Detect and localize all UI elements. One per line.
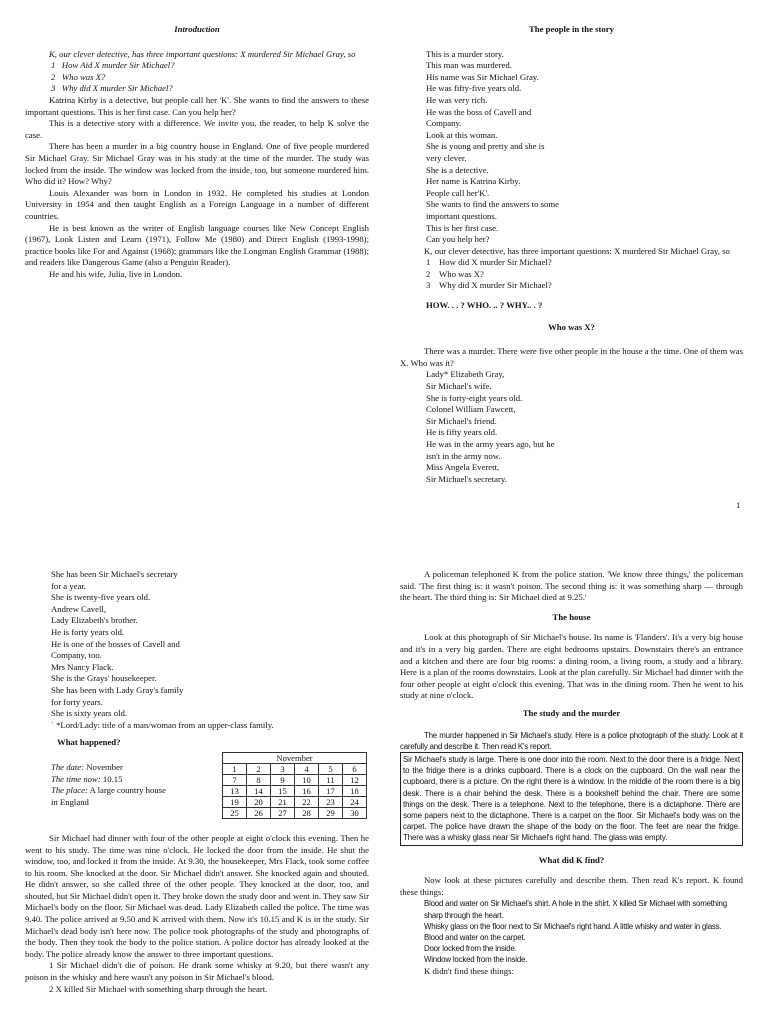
calendar-day: 27 [271, 807, 295, 818]
suspect-line: for forty years. [51, 696, 103, 707]
question-item: 1 How did X murder Sir Michael? [426, 257, 552, 268]
calendar-day: 26 [247, 807, 271, 818]
calendar-day: 25 [223, 807, 247, 818]
suspect-line: Andrew Cavell, [51, 603, 107, 614]
people-k-line: K, our clever detective, has three important questions: X murdered Sir Michael Gray, so [424, 245, 730, 256]
calendar-day: 21 [271, 796, 295, 807]
author-home: He and his wife, Julia, live in London. [49, 268, 183, 279]
place-line-2: in England [51, 796, 89, 807]
calendar-day: 22 [295, 796, 319, 807]
people-line: People call her'K'. [426, 187, 490, 198]
people-line: His name was Sir Michael Gray. [426, 71, 539, 82]
found-item: Blood and water on Sir Michael's shirt. A hole in the shirt. X killed Sir Michael with something sharp through the heart. [424, 899, 727, 920]
place-line: The place: A large country house [51, 785, 166, 796]
suspect-line: Miss Angela Everett, [426, 462, 500, 473]
calendar-day: 16 [295, 785, 319, 796]
suspect-line: He is fifty years old. [426, 427, 498, 438]
intro-paragraph: Katrina Kirby is a detective, but people call her 'K'. She wants to find the answers to these important questions. This is her first case. Can you help her? [25, 94, 369, 117]
suspect-line: He was in the army years ago, but he [426, 439, 555, 449]
question-item: 3 Why did X murder Sir Michael? [426, 280, 552, 291]
people-line: very clever. [426, 152, 467, 163]
calendar-day: 12 [343, 774, 367, 785]
calendar-day: 23 [319, 796, 343, 807]
intro-questions [25, 60, 369, 95]
suspect-line: He is one of the bosses of Cavell and [51, 638, 180, 649]
introduction-title: Introduction [174, 24, 220, 34]
people-line: important questions. [426, 210, 497, 221]
author-bio: Louis Alexander was born in London in 1932. He completed his studies at London University in 1954 and then taught English as a Foreign Language in a number of different countries. [25, 187, 369, 221]
introduction-section [25, 24, 369, 280]
policeman-paragraph: A policeman telephoned K from the police station. 'We know three things,' the policeman said. 'The first thing is: it wasn't poison. The second thing is: it was something sharp — through the heart. The third thing is: Sir Michael died at 9.25.' [400, 569, 743, 603]
people-line: She is young and pretty and she is [426, 141, 545, 152]
suspect-line: She is forty-eight years old. [426, 392, 523, 403]
suspect-line: Company, too. [51, 650, 102, 661]
calendar-day: 2 [247, 763, 271, 774]
calendar-day: 11 [319, 774, 343, 785]
calendar-day: 17 [319, 785, 343, 796]
people-questions [400, 257, 743, 292]
time-line: The time now: 10.15 [51, 773, 123, 784]
suspect-line: He is forty years old. [51, 626, 125, 637]
intro-paragraph: There has been a murder in a big country house in England. One of five people murdered Sir Michael Gray. Sir Michael Gray was in his study at the time of the murder. The study was locked from the inside. The window was locked from the inside, too, but someone murdered him. Who did it? How? Why? [25, 141, 369, 187]
suspect-line: She is twenty-five years old. [51, 592, 151, 603]
suspect-line: for a year. [51, 580, 86, 591]
suspect-line: Sir Michael's secretary. [426, 473, 507, 484]
people-line: Company. [426, 118, 462, 129]
question-item: 2 Who was X? [51, 71, 106, 82]
calendar-day: 20 [247, 796, 271, 807]
suspect-line: Lady Elizabeth's brother. [51, 615, 138, 626]
find-items [400, 898, 743, 965]
date-line: The date: November [51, 761, 123, 772]
calendar-day: 9 [271, 774, 295, 785]
what-happened-title: What happened? [57, 737, 121, 748]
calendar-day: 18 [343, 785, 367, 796]
suspect-line: She has been Sir Michael's secretary [51, 569, 178, 579]
people-line: She wants to find the answers to some [426, 199, 559, 210]
people-line: Look at this woman. [426, 129, 498, 140]
find-title: What did K find? [538, 854, 605, 865]
people-line: He was the boss of Cavell and [426, 106, 532, 117]
suspect-line: Mrs Nancy Flack. [51, 661, 114, 672]
k-report-box: Sir Michael's study is large. There is one door into the room. Next to the door there is a fridge. Next to the fridge there is a drinks cupboard. There is a clock on the cupboard. On the wall near the cupboard, there is a picture. On the right there is a window. In the middle of the room there is a big desk. There is a chair behind the desk. There is a bookshelf behind the chair. There are some things on the desk. There is a telephone. Next to the telephone, there is a dictaphone. There are some papers next to the dictaphone. There is a carpet on the floor. Sir Michael's body was on the carpet. The police have drawn the shape of the body on the floor. The feet are near the fridge. There was a whisky glass near Sir Michael's right hand. The glass was empty. [400, 752, 743, 846]
november-calendar [222, 752, 367, 819]
house-paragraph: Look at this photograph of Sir Michael's house. Its name is 'Flanders'. It's a very big house and it's in a very big garden. There are eight bedrooms upstairs. Downstairs there's an entrance and a kitchen and there are four big rooms: a dining room, a living room, a study and a library. Here is a plan of the rooms downstairs. Look at the plan carefully. Sir Michael had dinner with the four other people at eight o'clock this evening. That was in the dining room. Then he went to his study at nine o'clock. [400, 632, 743, 701]
what-happened-paragraph: Sir Michael had dinner with four of the other people at eight o'clock this evening. Then he went to his study. The time was nine o'clock. He locked the door from the inside. He shut the window, too, and locked it from the inside. At 9.30, the housekeeper, Mrs Flack, took some coffee to his room. She knocked at the door. Sir Michael didn't answer. She knocked again and shouted. He didn't answer, so she called three of the other people. They knocked at the door, too, and shouted, but Sir Michael didn't open it. They broke down the study door and went in. They saw Sir Michael's body on the floor. Sir Michael was dead. Lady Elizabeth called the police. The time was 9.40. The police arrived at 9.50 and K arrived with them. Now it's 10.15 and K is in the study. Sir Michael's dead body isn't here now. The police took photographs of the study and photographs of the body. Then they took the body to the police station. A police doctor has already looked at the body. The police already know the answer to three important questions. [25, 832, 369, 959]
secretary-lines [25, 569, 369, 720]
study-title: The study and the murder [522, 707, 621, 718]
calendar-day: 28 [295, 807, 319, 818]
calendar-day: 10 [295, 774, 319, 785]
calendar-day: 29 [319, 807, 343, 818]
suspect-line: Sir Michael's friend. [426, 415, 497, 426]
calendar-day: 19 [223, 796, 247, 807]
who-was-x-intro: There was a murder. There were five other people in the house a the time. One of them was X. Who was it? [400, 346, 743, 368]
calendar-day: 3 [271, 763, 295, 774]
fact-1: 1 Sir Michael didn't die of poison. He drank some whisky at 9.20, but there wasn't any poison in the whisky and here wasn't any poison in Sir Michael's blood. [25, 960, 369, 983]
study-intro: The murder happened in Sir Michael's study. Here is a police photograph of the study. Look at it carefully and describe it. Then read K's report. [400, 730, 743, 751]
found-item: Window locked from the inside. [424, 955, 528, 965]
people-line: This is her first case. [426, 222, 499, 233]
footnote: ` *Lord/Lady: title of a man/woman from an upper-class family. [51, 719, 274, 730]
people-line: This is a murder story. [426, 48, 504, 59]
who-was-x-lines [400, 369, 743, 485]
intro-line: K, our clever detective, has three important questions: X murdered Sir Michael Gray, so [49, 48, 356, 59]
who-was-x-title: Who was X? [548, 321, 595, 332]
calendar-day: 30 [343, 807, 367, 818]
author-works: He is best known as the writer of English language courses like New Concept English (1967), Look Listen and Learn (1971), Follow Me (1980) and Direct English (1993-1998); practice books like For and Against (1968); grammars like the Longman English Grammar (1988); and readers like Dangerous Game (also a Penguin Reader). [25, 222, 369, 268]
calendar-day: 8 [247, 774, 271, 785]
suspect-line: Sir Michael's wife. [426, 381, 492, 392]
people-line: This man was murdered. [426, 60, 512, 71]
suspect-line: She has been with Lady Gray's family [51, 684, 184, 695]
calendar-day: 24 [343, 796, 367, 807]
people-line: He was very rich. [426, 94, 488, 105]
found-item: Whisky glass on the floor next to Sir Michael's right hand. A little whisky and water in glass. [424, 921, 722, 931]
question-item: 2 Who was X? [426, 268, 484, 279]
intro-paragraph: This is a detective story with a difference. We invite you, the reader, to help K solve the case. [25, 118, 369, 140]
people-line: Her name is Katrina Kirby. [426, 176, 521, 187]
people-lines [400, 49, 743, 246]
calendar-day: 4 [295, 763, 319, 774]
suspect-line: Colonel William Fawcett, [426, 404, 516, 415]
calendar-day: 15 [271, 785, 295, 796]
date-block [25, 752, 369, 837]
question-item: 3 Why did X murder Sir Michael? [51, 83, 173, 94]
fact-2: 2 X killed Sir Michael with something sharp through the heart. [49, 983, 268, 994]
calendar-day: 14 [247, 785, 271, 796]
secretary-section [25, 569, 369, 995]
suspect-line: She is sixty years old. [51, 708, 128, 719]
calendar-day: 5 [319, 763, 343, 774]
question-item: 1 How Aid X murder Sir Michael? [51, 60, 175, 71]
page-number: 1 [736, 500, 741, 510]
people-line: She is a detective. [426, 164, 489, 175]
calendar-day: 13 [223, 785, 247, 796]
find-intro: Now look at these pictures carefully and describe them. Then read K's report. K found these things: [400, 875, 743, 897]
suspect-line: She is the Grays' housekeeper. [51, 673, 157, 684]
found-item: Door locked from the inside. [424, 944, 517, 954]
found-item: Blood and water on the carpet. [424, 932, 526, 942]
house-title: The house [552, 611, 591, 622]
calendar-day: 7 [223, 774, 247, 785]
didnt-find-line: K didn't find these things: [424, 965, 514, 976]
suspect-line: Lady* Elizabeth Gray, [426, 369, 505, 380]
calendar-month: November [223, 752, 367, 763]
suspect-line: isn't in the army now. [426, 450, 501, 461]
people-section [400, 24, 743, 485]
how-who-why: HOW. . . ? WHO. .. ? WHY.. . ? [426, 300, 543, 311]
people-line: He was fifty-five years old. [426, 83, 522, 94]
people-line: Can you help her? [426, 234, 490, 245]
calendar-day: 1 [223, 763, 247, 774]
people-title: The people in the story [529, 24, 614, 34]
investigation-section [400, 569, 743, 977]
calendar-day: 6 [343, 763, 367, 774]
